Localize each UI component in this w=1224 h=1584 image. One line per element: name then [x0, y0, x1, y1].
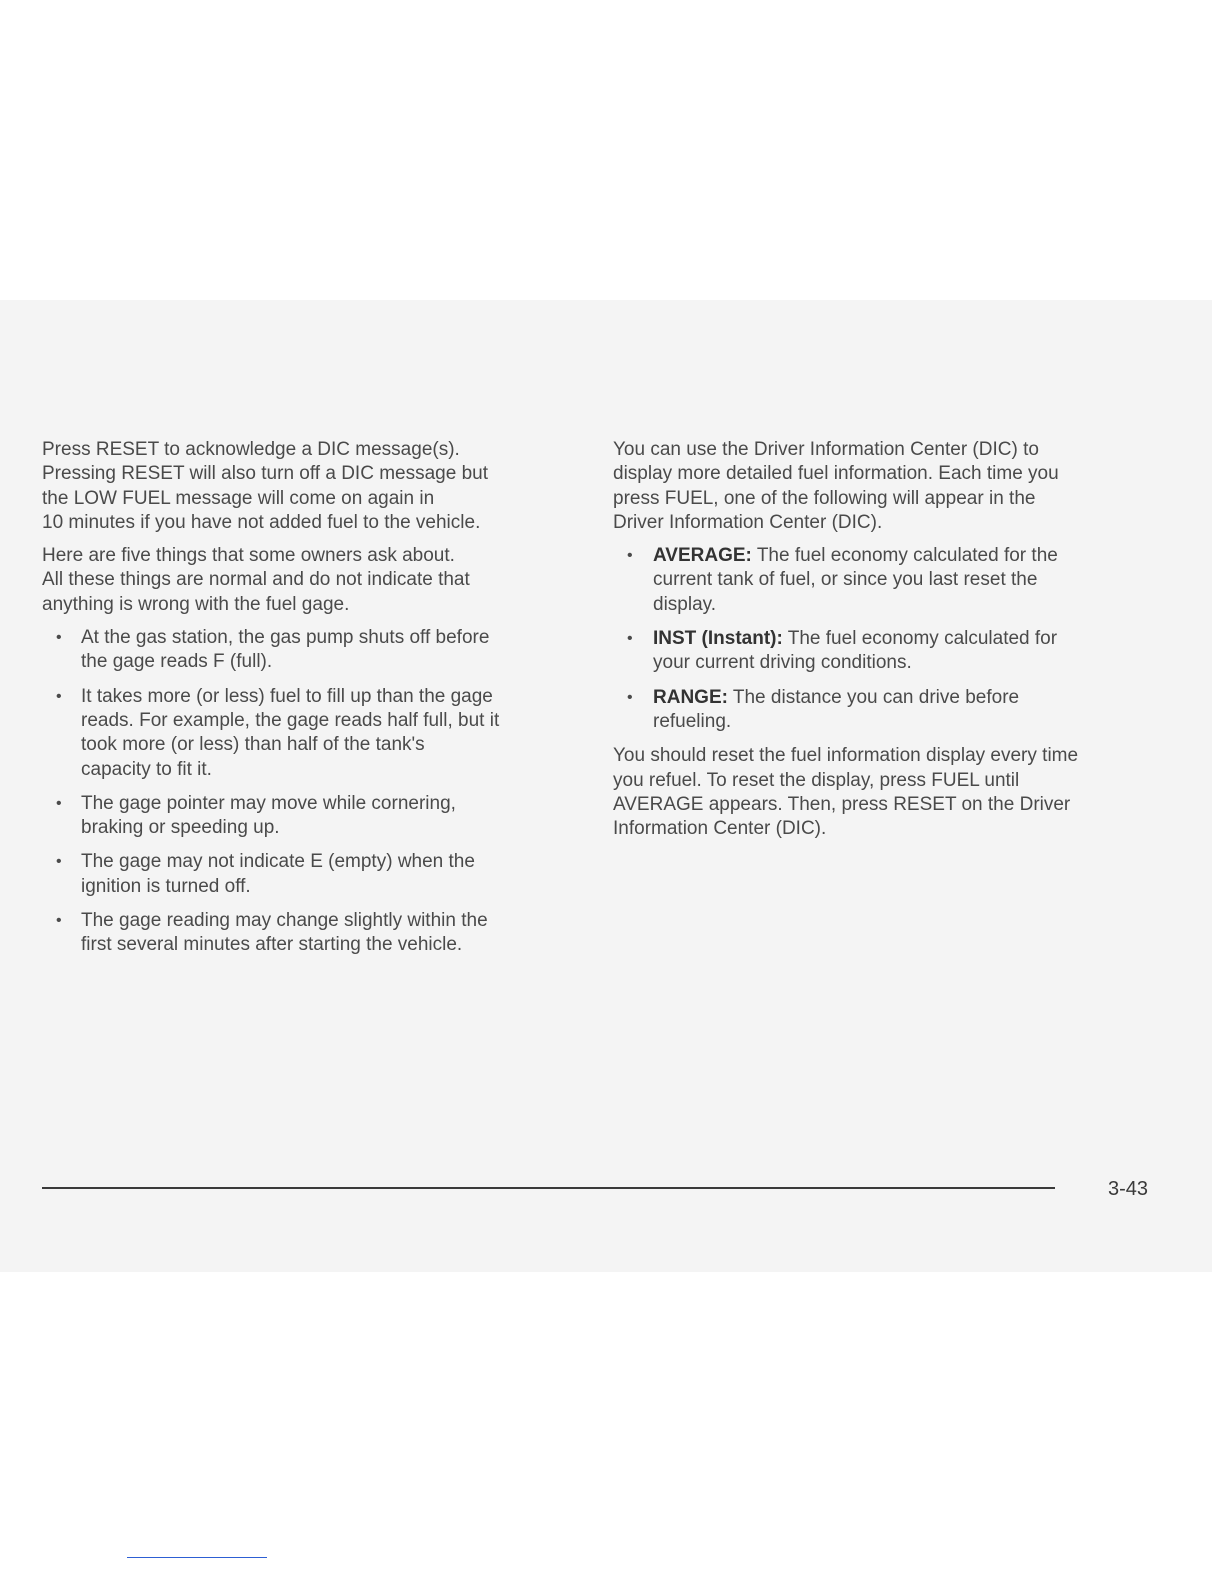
list-item — [42, 685, 572, 782]
reset-paragraph: Press RESET to acknowledge a DIC message(s). Pressing RESET will also turn off a DIC message but the LOW FUEL message will come on again in 10 minutes if you have not added fuel to the vehicle. — [42, 439, 488, 533]
bullet-icon: • — [56, 794, 62, 812]
list-item — [42, 850, 572, 899]
list-item-term: AVERAGE: — [653, 545, 752, 567]
owners-ask-paragraph: Here are five things that some owners ask about. All these things are normal and do not indicate that anything is wrong with the fuel gage. — [42, 545, 470, 615]
bullet-icon: • — [56, 853, 62, 871]
footer-rule — [42, 1187, 1055, 1189]
dic-modes-list — [613, 544, 1158, 734]
list-item — [42, 626, 572, 675]
list-item-text: The gage reading may change slightly within the first several minutes after starting the vehicle. — [81, 910, 488, 956]
list-item-text: At the gas station, the gas pump shuts off before the gage reads F (full). — [81, 627, 490, 673]
bullet-icon: • — [56, 687, 62, 705]
left-column — [42, 438, 572, 956]
bullet-icon: • — [627, 547, 633, 565]
bottom-divider — [127, 1557, 267, 1558]
list-item-text: The gage may not indicate E (empty) when the ignition is turned off. — [81, 851, 475, 897]
list-item-term: INST (Instant): — [653, 628, 783, 650]
fuel-gage-list — [42, 626, 572, 956]
list-item — [42, 909, 572, 956]
list-item-text: The distance you can drive before refueling. — [653, 686, 1020, 732]
list-item — [613, 686, 1158, 735]
bullet-icon: • — [56, 912, 62, 930]
bullet-icon: • — [627, 630, 633, 648]
list-item-text: It takes more (or less) fuel to fill up than the gage reads. For example, the gage reads half full, but it took more (or less) than half of the tank's capacity to fit it. — [81, 685, 500, 780]
list-item-text: The gage pointer may move while cornering, braking or speeding up. — [81, 792, 456, 839]
bullet-icon: • — [56, 629, 62, 647]
list-item-text: The fuel economy calculated for your current driving conditions. — [653, 628, 1058, 674]
right-column — [613, 438, 1158, 850]
list-item — [613, 627, 1158, 676]
list-item — [42, 792, 572, 841]
page-number: 3-43 — [1108, 1178, 1149, 1200]
list-item — [613, 544, 1158, 617]
dic-intro-paragraph: You can use the Driver Information Center (DIC) to display more detailed fuel information. Each time you press FUEL, one of the following will appear in the Driver Information Center (DIC). — [613, 439, 1059, 533]
bullet-icon: • — [627, 688, 633, 706]
list-item-term: RANGE: — [653, 686, 728, 708]
list-item-text: The fuel economy calculated for the current tank of fuel, or since you last reset the display. — [653, 545, 1058, 615]
reset-display-paragraph: You should reset the fuel information display every time you refuel. To reset the display, press FUEL until AVERAGE appears. Then, press RESET on the Driver Information Center (DIC). — [613, 745, 1079, 840]
